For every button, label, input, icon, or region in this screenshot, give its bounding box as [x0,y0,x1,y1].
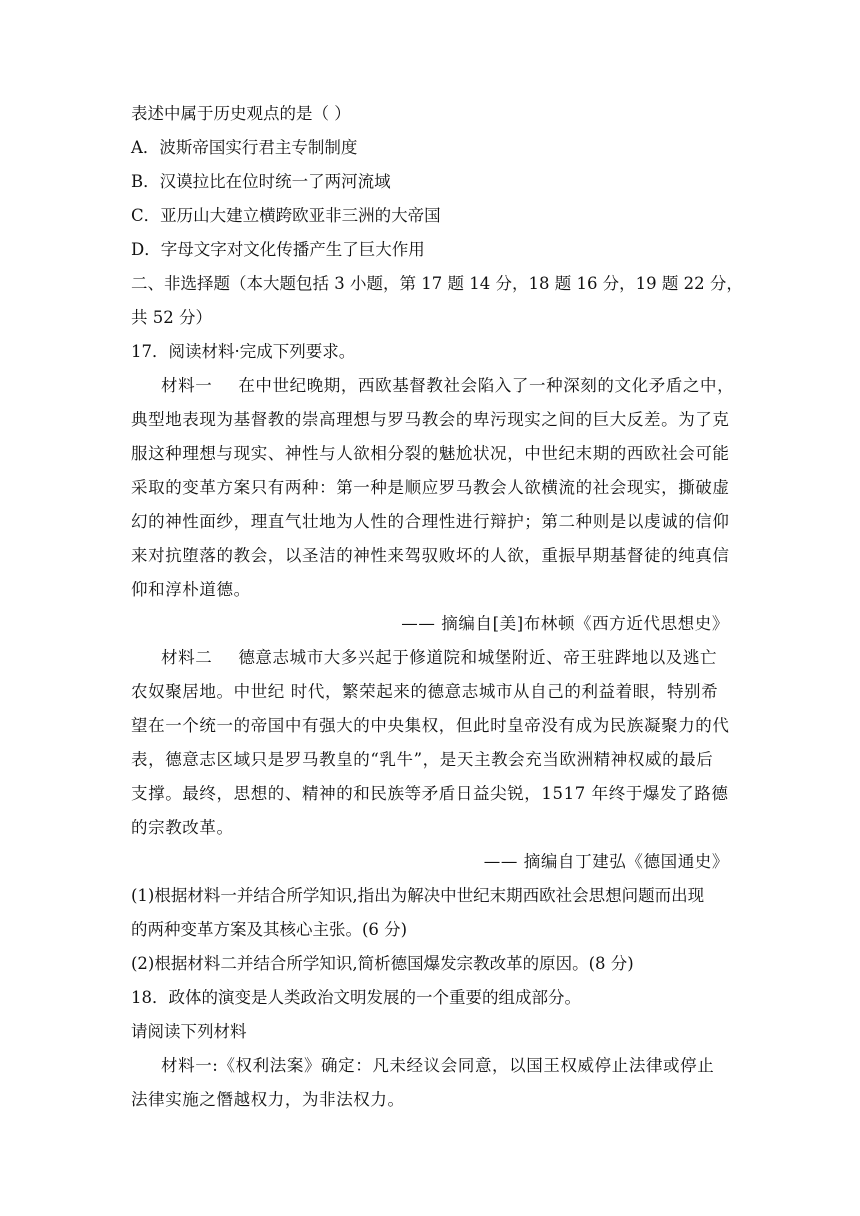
material-2-line: 的宗教改革。 [131,818,234,837]
question-18-material-1-line-2: 法律实施之僭越权力，为非法权力。 [131,1090,405,1109]
sub-question-1-line-1: (1)根据材料一并结合所学知识,指出为解决中世纪末期西欧社会思想问题而出现 [131,886,705,905]
question-18-material-1-line-1: 材料一:《权利法案》确定：凡未经议会同意，以国王权威停止法律或停止 [161,1056,715,1075]
material-2-line: 表，德意志区域只是罗马教皇的“乳牛”，是天主教会充当欧洲精神权威的最后 [131,750,714,769]
material-2-line: 望在一个统一的帝国中有强大的中央集权，但此时皇帝没有成为民族凝聚力的代 [131,716,730,735]
material-1-text: 在中世纪晚期，西欧基督教社会陷入了一种深刻的文化矛盾之中， [238,376,735,395]
question-18-title: 18．政体的演变是人类政治文明发展的一个重要的组成部分。 [131,988,581,1007]
question-16-tail: 表述中属于历史观点的是（ ） [131,104,351,123]
material-1-source: —— 摘编自[美]布林顿《西方近代思想史》 [401,614,729,633]
sub-question-2: (2)根据材料二并结合所学知识,简析德国爆发宗教改革的原因。(8 分) [131,954,634,973]
material-2-line: 农奴聚居地。中世纪 时代，繁荣起来的德意志城市从自己的利益着眼，特别希 [131,682,719,701]
material-1-first-line [161,376,761,396]
sub-question-1-line-2: 的两种变革方案及其核心主张。(6 分) [131,920,408,939]
material-2-text: 德意志城市大多兴起于修道院和城堡附近、帝王驻跸地以及逃亡 [238,648,718,667]
question-18-prompt: 请阅读下列材料 [131,1022,247,1041]
section-heading-line-2: 共 52 分） [131,308,212,327]
material-1-label: 材料一 [161,376,213,395]
material-2-source: —— 摘编自丁建弘《德国通史》 [483,852,729,871]
material-2-label: 材料二 [161,648,213,667]
material-1-line: 幻的神性面纱，理直气壮地为人性的合理性进行辩护；第二种则是以虔诚的信仰 [131,512,730,531]
material-2-line: 支撑。最终，思想的、精神的和民族等矛盾日益尖锐，1517 年终于爆发了路德 [131,784,729,803]
option-a: A．波斯帝国实行君主专制制度 [131,138,358,157]
material-1-line: 典型地表现为基督教的崇高理想与罗马教会的卑污现实之间的巨大反差。为了克 [131,410,730,429]
question-17-title: 17．阅读材料·完成下列要求。 [131,342,356,361]
option-b: B．汉谟拉比在位时统一了两河流域 [131,172,391,191]
material-2-first-line [161,648,761,668]
material-1-line: 服这种理想与现实、神性与人欲相分裂的魅尬状况，中世纪末期的西欧社会可能 [131,444,730,463]
option-d: D．字母文字对文化传播产生了巨大作用 [131,240,425,259]
material-1-line: 来对抗堕落的教会，以圣洁的神性来驾驭败坏的人欲，重振早期基督徒的纯真信 [131,546,730,565]
material-1-line: 仰和淳朴道德。 [131,580,251,599]
option-c: C．亚历山大建立横跨欧亚非三洲的大帝国 [131,206,441,225]
section-heading-line-1: 二、非选择题（本大题包括 3 小题，第 17 题 14 分，18 题 16 分，19 题 22 分， [131,274,743,293]
material-1-line: 采取的变革方案只有两种：第一种是顺应罗马教会人欲横流的社会现实，撕破虚 [131,478,730,497]
